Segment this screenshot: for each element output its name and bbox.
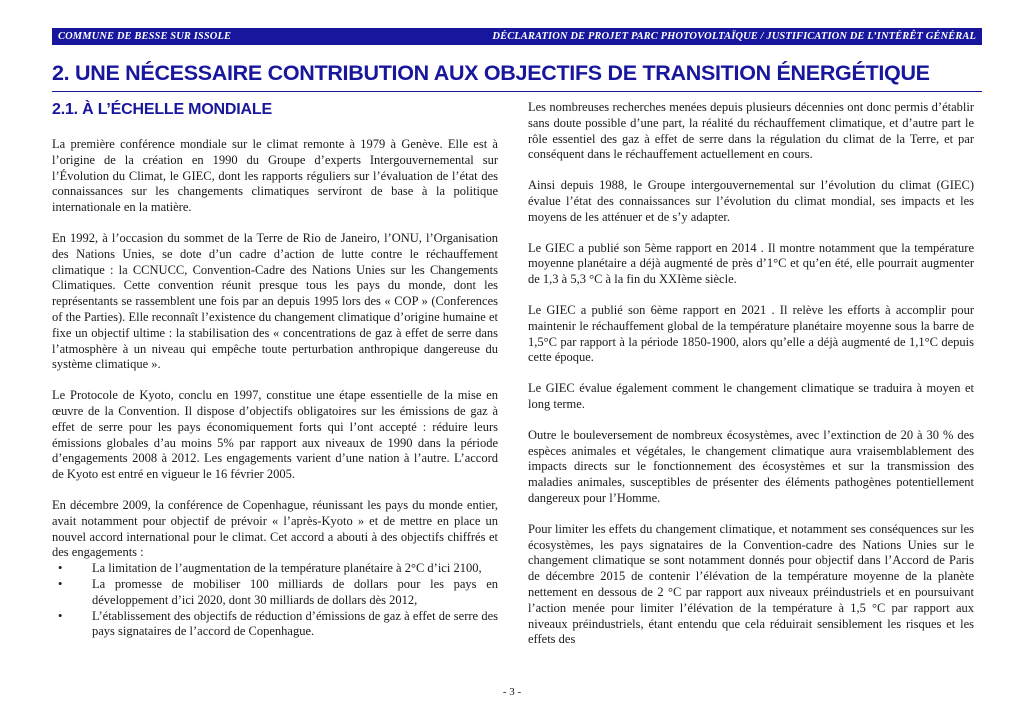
page-number: - 3 - [502, 686, 522, 698]
bullet-item [52, 577, 498, 609]
left-column [52, 100, 498, 640]
paragraph: Outre le bouleversement de nombreux écosystèmes, avec l’extinction de 20 à 30 % des espèces animales et végétales, le changement climatique aura vraisemblablement des impacts directs sur le fonctionnement des écosystèmes et sur la transmission des maladies animales, susceptibles de présenter des éléments pathogènes potentiellement dangereux pour l’Homme. [528, 427, 974, 505]
paragraph: Le GIEC a publié son 6ème rapport en 2021 . Il relève les efforts à accomplir pour maintenir le réchauffement global de la température planétaire moyenne sous la barre de 1,5°C par rapport à la période 1850-1900, alors qu’elle a déjà augmenté de 1,1°C depuis cette époque. [528, 302, 974, 365]
bullet-item [52, 609, 498, 641]
header-commune: COMMUNE DE BESSE SUR ISSOLE [58, 31, 232, 42]
bullet-text: La promesse de mobiliser 100 milliards de dollars pour les pays en développement d’ici 2020, dont 30 milliards de dollars dès 2012, [92, 576, 498, 607]
paragraph: Ainsi depuis 1988, le Groupe intergouvernemental sur l’évolution du climat (GIEC) évalue l’état des connaissances sur l’évolution du climat mondial, ses impacts et les moyens de les atténuer et de s’y adapter. [528, 178, 974, 224]
bullet-text: L’établissement des objectifs de réduction d’émissions de gaz à effet de serre des pays signataires de l’accord de Copenhague. [92, 608, 498, 639]
paragraph: La première conférence mondiale sur le climat remonte à 1979 à Genève. Elle est à l’origine de la création en 1990 du Groupe d’experts Intergouvernemental sur l’Évolution du Climat, le GIEC, dont les rapports réguliers sur l’évaluation de l’état des connaissances sur les changements climatiques serviront de base à la politique internationale en la matière. [52, 137, 498, 215]
bullet-list [52, 561, 498, 640]
bullet-icon: • [58, 561, 63, 576]
paragraph: Les nombreuses recherches menées depuis plusieurs décennies ont donc permis d’établir sans doute possible d’une part, la réalité du réchauffement climatique, et d’autre part le rôle essentiel des gaz à effet de serre dans la régulation du climat de la Terre, et par conséquent dans le réchauffement actuellement en cours. [528, 100, 974, 162]
paragraph: Le GIEC a publié son 5ème rapport en 2014 . Il montre notamment que la température moyenne planétaire a déjà augmenté de près d’1°C et qu’en été, elle pourrait augmenter de 1,3 à 5,3 °C à la fin du XXIème siècle. [528, 240, 974, 287]
bullet-item [52, 561, 498, 577]
right-column [528, 100, 974, 663]
paragraph: Pour limiter les effets du changement climatique, et notamment ses conséquences sur les écosystèmes, les pays signataires de la Convention-cadre des Nations Unies sur le changement climatique se sont notamment donnés pour objectif dans l’Accord de Paris de décembre 2015 de contenir l’élévation de la température moyenne de la planète nettement en dessous de 2 °C par rapport aux niveaux préindustriels et en poursuivant l’action menée pour limiter l’élévation de la température à 1,5 °C par rapport aux niveaux préindustriels, étant entendu que cela réduirait sensiblement les risques et les effets des [528, 521, 974, 647]
bullet-text: La limitation de l’augmentation de la température planétaire à 2°C d’ici 2100, [92, 561, 482, 576]
section-title: 2. UNE NÉCESSAIRE CONTRIBUTION AUX OBJECTIFS DE TRANSITION ÉNERGÉTIQUE [52, 61, 930, 85]
paragraph: Le GIEC évalue également comment le changement climatique se traduira à moyen et long terme. [528, 381, 974, 411]
bullet-icon: • [58, 608, 63, 623]
paragraph: Le Protocole de Kyoto, conclu en 1997, constitue une étape essentielle de la mise en œuvre de la Convention. Il dispose d’objectifs obligatoires sur les émissions de gaz à effet de serre pour les pays économiquement forts qui l’ont accepté : réduire leurs émissions globales d’au moins 5% par rapport aux niveaux de 1990 dans la période d’engagements 2008 à 2012. Les engagements varient d’une nation à l’autre. L’accord de Kyoto est entré en vigueur le 16 février 2005. [52, 388, 498, 482]
paragraph: En décembre 2009, la conférence de Copenhague, réunissant les pays du monde entier, avait notamment pour objectif de prévoir « l’après-Kyoto » et de mettre en place un nouvel accord international pour le climat. Cet accord a abouti à des objectifs chiffrés et des engagements : [52, 497, 498, 560]
header-document-title: DÉCLARATION DE PROJET PARC PHOTOVOLTAÏQUE / JUSTIFICATION DE L’INTÉRÊT GÉNÉRAL [492, 31, 976, 42]
paragraph: En 1992, à l’occasion du sommet de la Terre de Rio de Janeiro, l’ONU, l’Organisation des Nations Unies, se dote d’un cadre d’action de lutte contre le réchauffement climatique : la CCNUCC, Convention-Cadre des Nations Unies sur les Changements Climatiques. Cette convention réunit presque tous les pays du monde, dont les représentants se rassemblent une fois par an depuis 1995 lors des « COP » (Conferences of the Parties). Elle reconnaît l’existence du changement climatique d’origine humaine et fixe un objectif ultime : la stabilisation des « concentrations de gaz à effet de serre dans l’atmosphère à un niveau qui empêche toute perturbation anthropique dangereuse du système climatique ». [52, 230, 498, 372]
header-banner [52, 28, 982, 45]
title-divider [52, 91, 982, 92]
subsection-title: 2.1. À L’ÉCHELLE MONDIALE [52, 101, 272, 118]
bullet-icon: • [58, 576, 63, 591]
